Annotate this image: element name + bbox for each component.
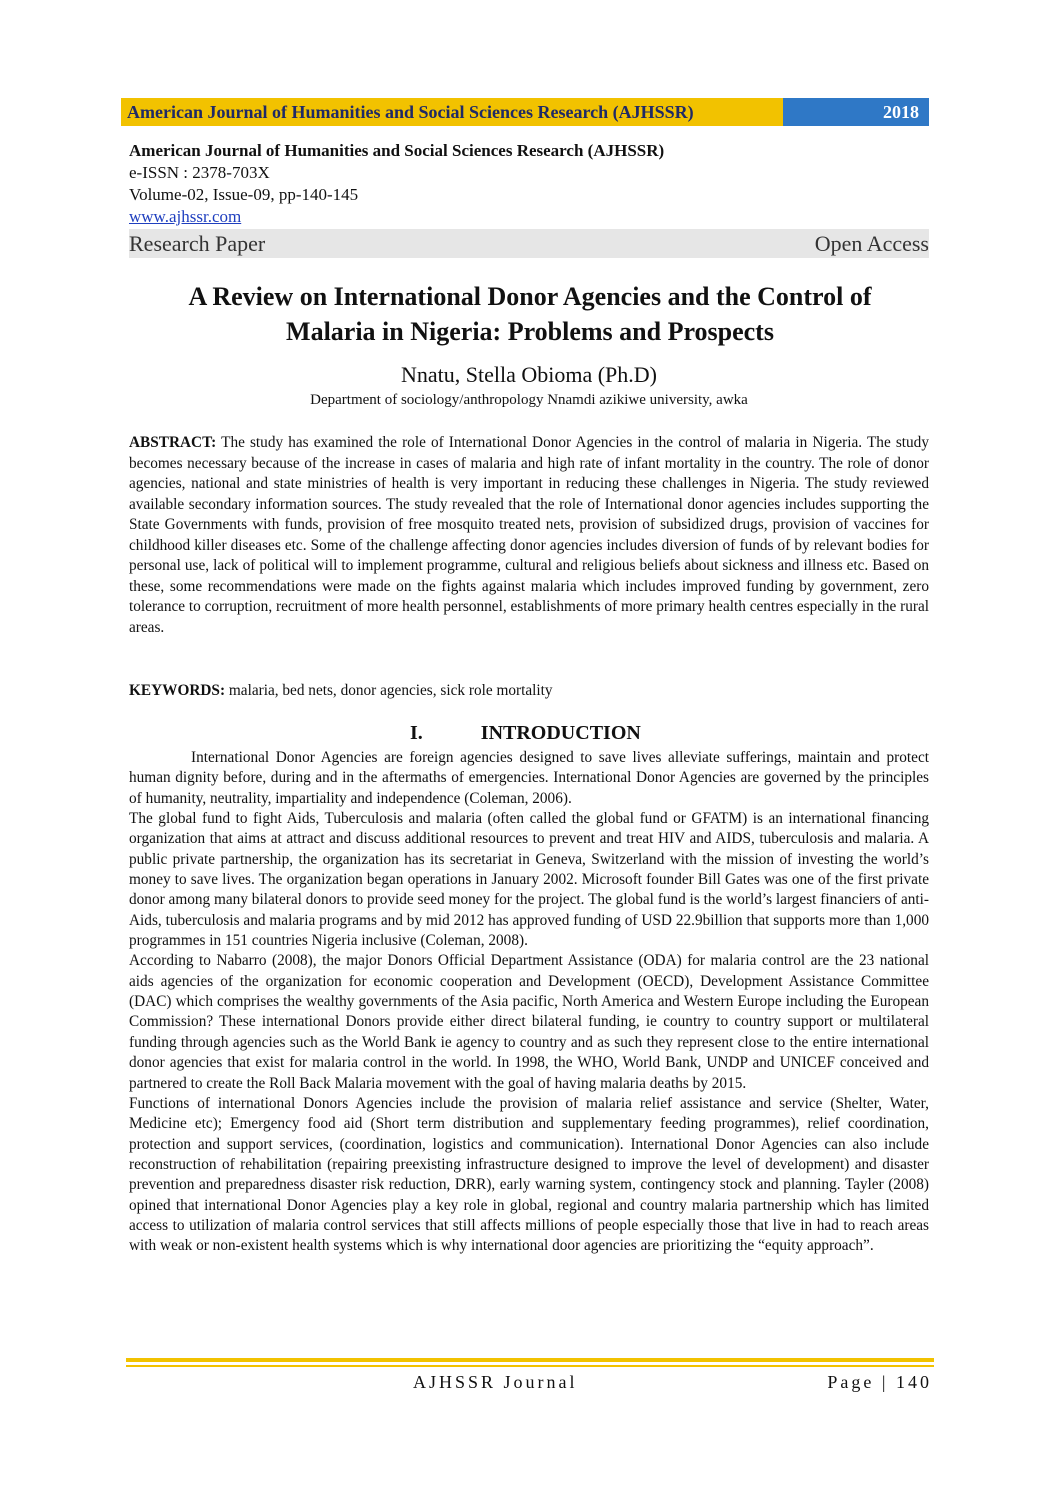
keywords-text: malaria, bed nets, donor agencies, sick role mortality	[228, 682, 553, 699]
paper-type-band	[129, 229, 929, 258]
author-name: Nnatu, Stella Obioma (Ph.D)	[400, 362, 658, 387]
keywords	[129, 682, 929, 700]
section-title: INTRODUCTION	[480, 722, 641, 744]
meta-volume: Volume-02, Issue-09, pp-140-145	[129, 185, 359, 204]
section-number: I.	[410, 722, 423, 744]
author-affiliation: Department of sociology/anthropology Nnamdi azikiwe university, awka	[310, 392, 748, 408]
paragraph: According to Nabarro (2008), the major Donors Official Department Assistance (ODA) for malaria control are the 23 national aids agencies of the organization for economic cooperation and Development (OECD), Development Assistance Committee (DAC) which comprises the wealthy governments of the Asia pacific, North America and Western Europe including the European Commission? These international Donors provide either direct bilateral funding, ie country to country support or multilateral funding through agencies such as the World Bank ie agency to country and as such they represent close to the entire international donor agencies that exist for malaria control in the world. In 1998, the WHO, World Bank, UNDP and UNICEF conceived and partnered to create the Roll Back Malaria movement with the goal of having malaria deaths by 2015.	[129, 952, 929, 1092]
paper-type-label: Research Paper	[129, 230, 266, 256]
footer-rule-thick	[126, 1358, 934, 1362]
header-year: 2018	[783, 98, 929, 126]
journal-website-link[interactable]: www.ajhssr.com	[129, 207, 242, 226]
running-header	[121, 98, 929, 126]
abstract	[129, 433, 929, 638]
paragraph: The global fund to fight Aids, Tuberculosis and malaria (often called the global fund or GFATM) is an international financing organization that aims at attract and discuss additional resources to prevent and treat HIV and AIDS, tuberculosis and malaria. A public private partnership, the organization has its secretariat in Geneva, Switzerland with the mission of investing the world’s money to save lives. The organization began operations in January 2002. Microsoft founder Bill Gates was one of the first private donor among many bilateral donors to provide seed money for the project. The global fund is the world’s largest financiers of anti-Aids, tuberculosis and malaria programs and by mid 2012 has approved funding of USD 22.9billion that supports more than 1,000 programmes in 151 countries Nigeria inclusive (Coleman, 2008).	[129, 810, 929, 950]
paragraph: Functions of international Donors Agencies include the provision of malaria relief assistance and service (Shelter, Water, Medicine etc); Emergency food aid (Short term distribution and supplementary feeding programmes), relief coordination, protection and support services, (coordination, logistics and communication). International Donor Agencies can also include reconstruction of rehabilitation (repairing preexisting infrastructure designed to improve the level of development) and disaster prevention and preparedness disaster risk reduction, DRR), early warning system, contingency stock and planning. Tayler (2008) opined that international Donor Agencies play a key role in global, regional and country malaria partnership which has limited access to utilization of malaria control services that still affects millions of people especially those that live in had to reach areas with weak or non-existent health systems which is why international door agencies are prioritizing the “equity approach”.	[129, 1094, 929, 1255]
meta-journal-name: American Journal of Humanities and Social Sciences Research (AJHSSR)	[129, 141, 665, 160]
footer-journal: AJHSSR Journal	[413, 1372, 578, 1392]
page-number: Page | 140	[827, 1372, 932, 1392]
footer-rule-thin	[126, 1365, 934, 1367]
title-line-2: Malaria in Nigeria: Problems and Prospects	[286, 317, 774, 346]
header-journal-name: American Journal of Humanities and Social Sciences Research (AJHSSR)	[121, 98, 783, 126]
abstract-label: ABSTRACT:	[129, 434, 217, 451]
paragraph: International Donor Agencies are foreign agencies designed to save lives alleviate sufferings, maintain and protect human dignity before, during and in the aftermaths of emergencies. International Donor Agencies are governed by the principles of humanity, neutrality, impartiality and independence (Coleman, 2006).	[129, 749, 929, 807]
access-type-label: Open Access	[814, 230, 929, 256]
journal-meta	[129, 140, 664, 228]
paper-title	[110, 279, 950, 349]
section-heading	[410, 722, 641, 745]
title-line-1: A Review on International Donor Agencies and the Control of	[188, 282, 872, 311]
abstract-text: The study has examined the role of International Donor Agencies in the control of malaria in Nigeria. The study becomes necessary because of the increase in cases of malaria and high rate of infant mortality in the country. The role of donor agencies, national and state ministries of health is very important in reducing these challenges in Nigeria. The study reviewed available secondary information sources. The study revealed that the role of International donor agencies includes supporting the State Governments with funds, provision of free mosquito treated nets, provision of subsidized drugs, provision of vaccines for childhood killer diseases etc. Some of the challenge affecting donor agencies includes diversion of funds of by relevant bodies for personal use, lack of political will to implement programme, cultural and religious beliefs about sickness and illness etc. Based on these, some recommendations were made on the fights against malaria which includes improved funding by government, zero tolerance to corruption, recruitment of more health personnel, establishments of more primary health centres especially in the rural areas.	[129, 434, 929, 636]
keywords-label: KEYWORDS:	[129, 682, 226, 699]
meta-issn: e-ISSN : 2378-703X	[129, 163, 270, 182]
introduction-body	[129, 748, 929, 1257]
